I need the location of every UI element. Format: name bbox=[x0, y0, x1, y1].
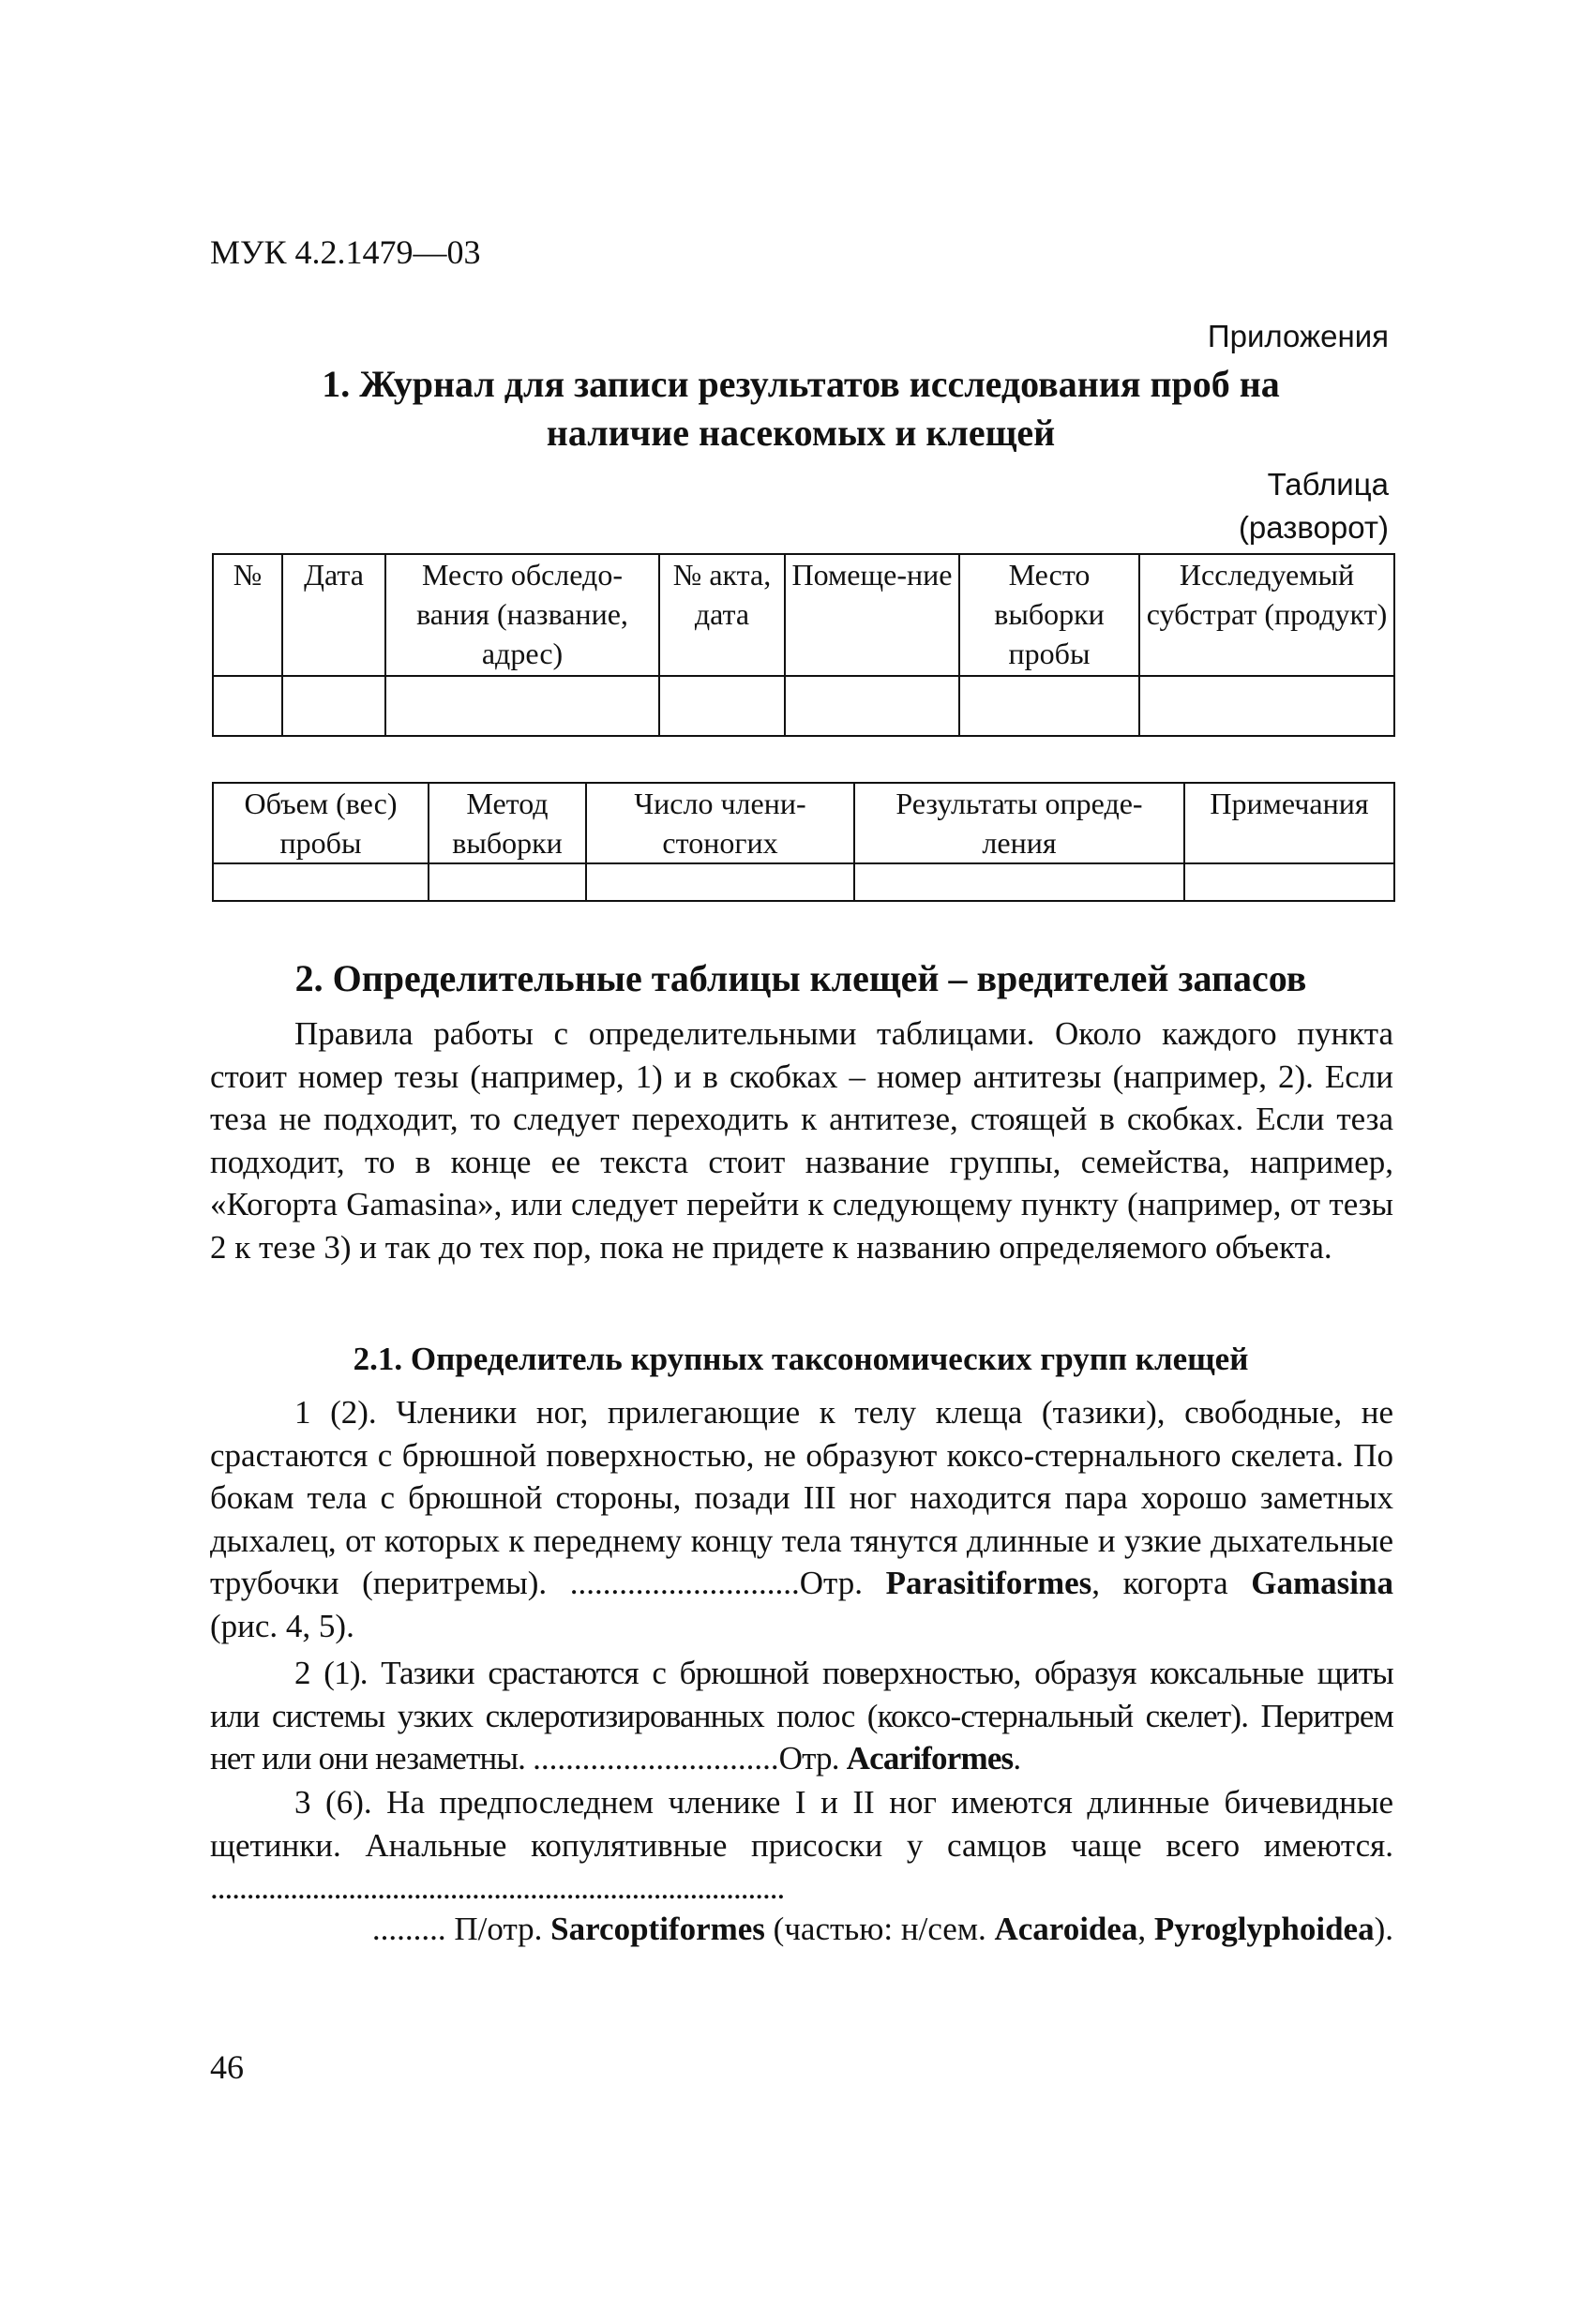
section1-title-line1: 1. Журнал для записи результатов исследования проб на bbox=[322, 363, 1280, 405]
table-header-cell: Число члени-стоногих bbox=[586, 783, 854, 863]
table-empty-row bbox=[213, 863, 1394, 901]
thesis-3 bbox=[210, 1781, 1393, 1910]
sentence-end: . bbox=[1013, 1740, 1021, 1777]
rules-paragraph: Правила работы с определительными таблицами. Около каждого пункта стоит номер тезы (например, 1) и в скобках – номер антитезы (например, 2). Если теза не подходит, то следует переходить к антитезе, стоящей в скобках. Если теза подходит, то в конце ее текста стоит название группы, семейства, например, «Когорта Gamasina», или следует перейти к следующему пункту (например, от тезы 2 к тезе 3) и так до тех пор, пока не придете к названию определяемого объекта. bbox=[210, 1015, 1393, 1266]
thesis-3-text: 3 (6). На предпоследнем членике I и II ног имеются длинные бичевидные щетинки. Анальные копулятивные присоски у самцов чаще всего имеются. bbox=[210, 1784, 1393, 1864]
section2-title: 2. Определительные таблицы клещей – вредителей запасов bbox=[294, 957, 1307, 999]
table-cell bbox=[854, 863, 1184, 901]
journal-table-part2 bbox=[212, 782, 1395, 902]
appendix-label: Приложения bbox=[1207, 319, 1389, 353]
taxon-name: Acariformes bbox=[846, 1740, 1014, 1777]
leader-dots: ............................................................................... bbox=[210, 1869, 785, 1906]
table-cell bbox=[959, 676, 1139, 736]
order-prefix: Отр. bbox=[799, 1565, 864, 1601]
table-header-row bbox=[213, 783, 1394, 863]
table-header-cell: Помеще-ние bbox=[785, 554, 959, 676]
figure-reference: (рис. 4, 5). bbox=[210, 1607, 354, 1644]
section1-title bbox=[210, 360, 1392, 457]
taxon-name: Pyroglyphoidea bbox=[1153, 1911, 1375, 1947]
table-header-cell: № акта, дата bbox=[659, 554, 785, 676]
table-header-row bbox=[213, 554, 1394, 676]
table-header-cell: Объем (вес) пробы bbox=[213, 783, 429, 863]
table-label-line2: (разворот) bbox=[1238, 510, 1389, 545]
table-header-cell: Дата bbox=[282, 554, 385, 676]
table-header-cell: № bbox=[213, 554, 282, 676]
thesis-2-text: 2 (1). Тазики срастаются с брюшной поверхностью, образуя коксальные щиты или системы узких склеротизированных полос (коксо-стернальный скелет). Перитрем нет или они незаметны. bbox=[210, 1655, 1393, 1777]
table-cell bbox=[213, 676, 282, 736]
table-header-cell: Место выборки пробы bbox=[959, 554, 1139, 676]
comma: , bbox=[1137, 1911, 1147, 1947]
suborder-prefix: П/отр. bbox=[454, 1911, 543, 1947]
table-cell bbox=[213, 863, 429, 901]
table-label bbox=[1239, 463, 1389, 549]
table-cell bbox=[659, 676, 785, 736]
table-cell bbox=[385, 676, 659, 736]
leader-dots: ......... bbox=[371, 1911, 446, 1947]
thesis-2 bbox=[210, 1652, 1393, 1780]
table-cell bbox=[429, 863, 586, 901]
section1-title-line2: наличие насекомых и клещей bbox=[546, 412, 1056, 454]
table-cell bbox=[282, 676, 385, 736]
taxon-name: Parasitiformes bbox=[885, 1565, 1092, 1601]
table-header-cell: Примечания bbox=[1184, 783, 1394, 863]
taxon-name: Acaroidea bbox=[994, 1911, 1138, 1947]
table-cell bbox=[1184, 863, 1394, 901]
taxon-connector: (частью: н/сем. bbox=[764, 1911, 986, 1947]
page-number: 46 bbox=[210, 2048, 244, 2086]
table-label-line1: Таблица bbox=[1267, 467, 1389, 502]
thesis-1-text: 1 (2). Членики ног, прилегающие к телу клеща (тазики), свободные, не срастаются с брюшной поверхностью, не образуют коксо-стернального скелета. По бокам тела с брюшной стороны, позади III ног находится пара хорошо заметных дыхалец, от которых к переднему концу тела тянутся длинные и узкие дыхательные трубочки (перитремы). bbox=[210, 1394, 1393, 1601]
journal-table-part1 bbox=[212, 553, 1395, 737]
table-cell bbox=[1139, 676, 1394, 736]
leader-dots: .............................. bbox=[533, 1740, 779, 1777]
sentence-end: ). bbox=[1374, 1911, 1393, 1947]
table-cell bbox=[586, 863, 854, 901]
table-header-cell: Результаты опреде-ления bbox=[854, 783, 1184, 863]
table-header-cell: Место обследо-вания (название, адрес) bbox=[385, 554, 659, 676]
table-empty-row bbox=[213, 676, 1394, 736]
leader-dots: ............................ bbox=[569, 1565, 800, 1601]
document-code-header: МУК 4.2.1479—03 bbox=[210, 233, 481, 271]
taxon-name: Sarcoptiformes bbox=[550, 1911, 765, 1947]
taxon-name: Gamasina bbox=[1251, 1565, 1393, 1601]
taxon-connector: , когорта bbox=[1091, 1565, 1228, 1601]
table-header-cell: Исследуемый субстрат (продукт) bbox=[1139, 554, 1394, 676]
order-prefix: Отр. bbox=[778, 1740, 839, 1777]
thesis-3-result bbox=[210, 1911, 1393, 1948]
section21-title: 2.1. Определитель крупных таксономических групп клещей bbox=[353, 1341, 1249, 1377]
table-cell bbox=[785, 676, 959, 736]
thesis-1 bbox=[210, 1391, 1393, 1647]
table-header-cell: Метод выборки bbox=[429, 783, 586, 863]
